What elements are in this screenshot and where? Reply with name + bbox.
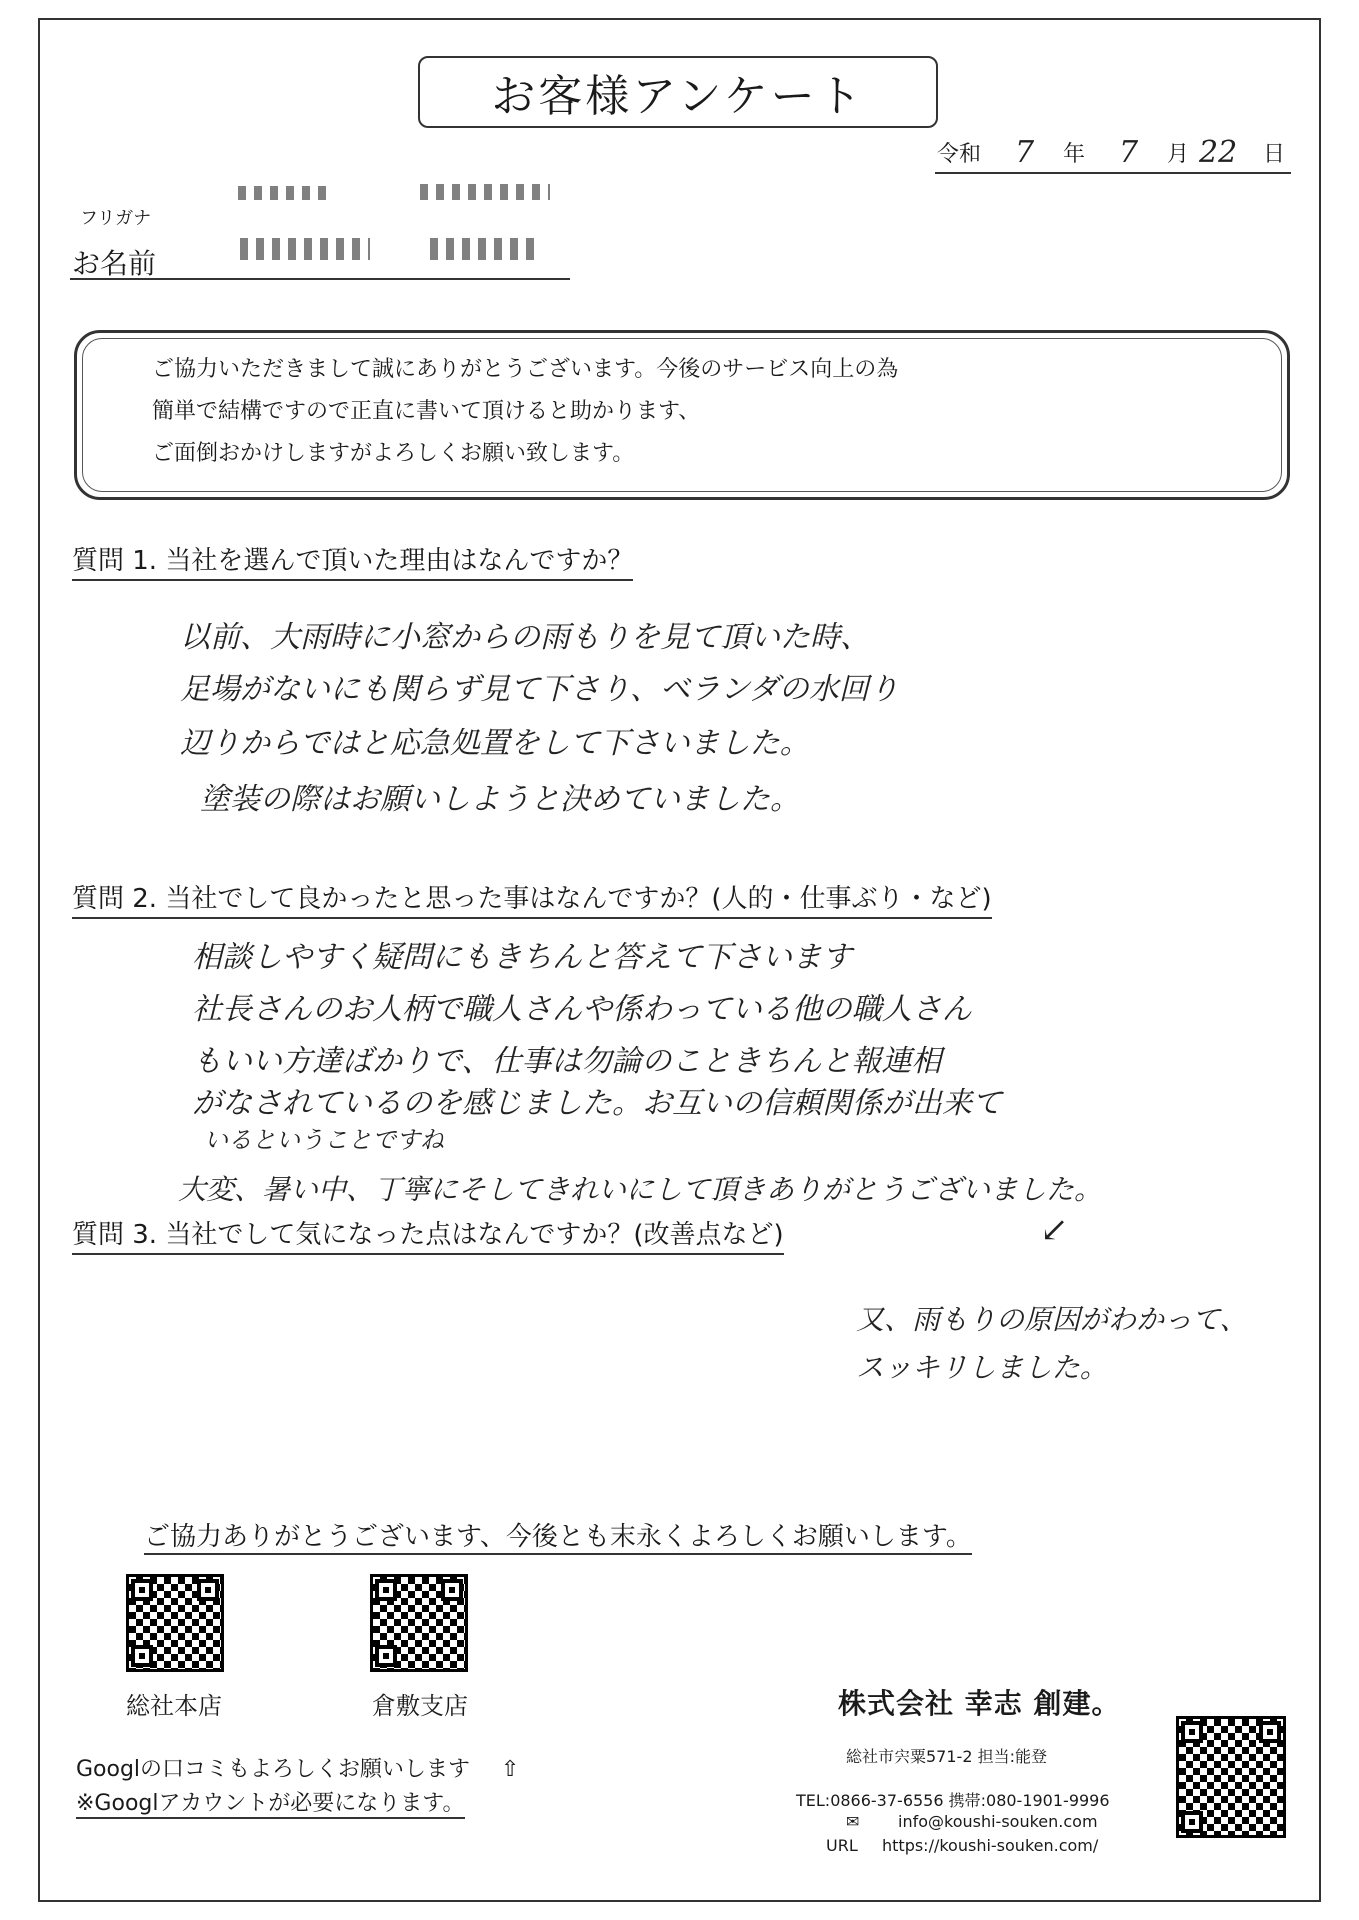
answer-3-line-2: スッキリしました。 <box>856 1351 1108 1384</box>
qr-code-company[interactable] <box>1176 1716 1286 1838</box>
google-account-note: ※Googlアカウントが必要になります。 <box>76 1786 465 1819</box>
company-name: 株式会社 幸志 創建。 <box>838 1687 1121 1720</box>
intro-line-2: 簡単で結構ですので正直に書いて頂けると助かります、 <box>152 399 701 424</box>
url-label: URL <box>826 1836 858 1855</box>
date-year: 7 <box>1015 135 1035 170</box>
name-label: お名前 <box>72 247 157 280</box>
company-tel: TEL:0866-37-6556 携帯:080-1901-9996 <box>796 1791 1110 1810</box>
company-url[interactable]: https://koushi-souken.com/ <box>882 1836 1099 1855</box>
qr-label-head-office: 総社本店 <box>126 1692 222 1720</box>
date-month: 7 <box>1119 135 1139 170</box>
arrow-up-icon: ⇧ <box>501 1757 520 1782</box>
answer-2-line-6: 大変、暑い中、丁寧にそしてきれいにして頂きありがとうございました。 <box>178 1173 1103 1206</box>
answer-2-line-4: がなされているのを感じました。お互いの信頼関係が出来て <box>192 1086 1002 1121</box>
page-title: お客様アンケート <box>418 56 938 128</box>
name-underline <box>70 278 570 280</box>
date-line <box>935 132 1291 174</box>
qr-label-branch: 倉敷支店 <box>372 1692 468 1720</box>
google-review-note <box>76 1752 519 1783</box>
question-3-label: 質問 3. 当社でして気になった点はなんですか？(改善点など) <box>72 1214 784 1255</box>
date-era: 令和 <box>937 142 982 167</box>
date-day: 22 <box>1199 135 1238 170</box>
company-email[interactable]: info@koushi-souken.com <box>898 1812 1098 1831</box>
question-1-label: 質問 1. 当社を選んで頂いた理由はなんですか？ <box>72 540 633 581</box>
mail-icon: ✉ <box>846 1812 860 1831</box>
redacted-furigana-2 <box>420 184 550 200</box>
google-review-text: Googlの口コミもよろしくお願いします <box>76 1757 471 1782</box>
furigana-label: フリガナ <box>80 208 152 229</box>
answer-2-line-2: 社長さんのお人柄で職人さんや係わっている他の職人さん <box>192 992 972 1027</box>
redacted-name-2 <box>430 238 540 260</box>
date-day-unit: 日 <box>1263 142 1286 167</box>
date-month-unit: 月 <box>1167 142 1190 167</box>
handwritten-arrow: ↙ <box>1040 1210 1069 1250</box>
closing-thanks: ご協力ありがとうございます、今後とも末永くよろしくお願いします。 <box>144 1516 972 1555</box>
answer-1-line-4: 塗装の際はお願いしようと決めていました。 <box>200 782 800 817</box>
answer-1-line-3: 辺りからではと応急処置をして下さいました。 <box>180 726 810 761</box>
answer-2-line-1: 相談しやすく疑問にもきちんと答えて下さいます <box>192 940 852 975</box>
date-year-unit: 年 <box>1063 142 1086 167</box>
redacted-name-1 <box>240 238 370 260</box>
redacted-furigana-1 <box>238 186 328 200</box>
intro-line-1: ご協力いただきまして誠にありがとうございます。今後のサービス向上の為 <box>152 357 899 382</box>
intro-line-3: ご面倒おかけしますがよろしくお願い致します。 <box>152 441 635 466</box>
answer-3-line-1: 又、雨もりの原因がわかって、 <box>856 1303 1248 1336</box>
answer-1-line-2: 足場がないにも関らず見て下さり、ベランダの水回り <box>180 672 899 707</box>
company-address: 総社市宍粟571-2 担当:能登 <box>846 1747 1047 1766</box>
answer-2-line-5: いるということですね <box>204 1126 444 1154</box>
qr-code-branch[interactable] <box>370 1574 468 1672</box>
qr-code-head-office[interactable] <box>126 1574 224 1672</box>
answer-2-line-3: もいい方達ばかりで、仕事は勿論のこときちんと報連相 <box>192 1044 942 1079</box>
question-2-label: 質問 2. 当社でして良かったと思った事はなんですか？(人的・仕事ぶり・など) <box>72 878 992 919</box>
answer-1-line-1: 以前、大雨時に小窓からの雨もりを見て頂いた時、 <box>180 620 870 655</box>
